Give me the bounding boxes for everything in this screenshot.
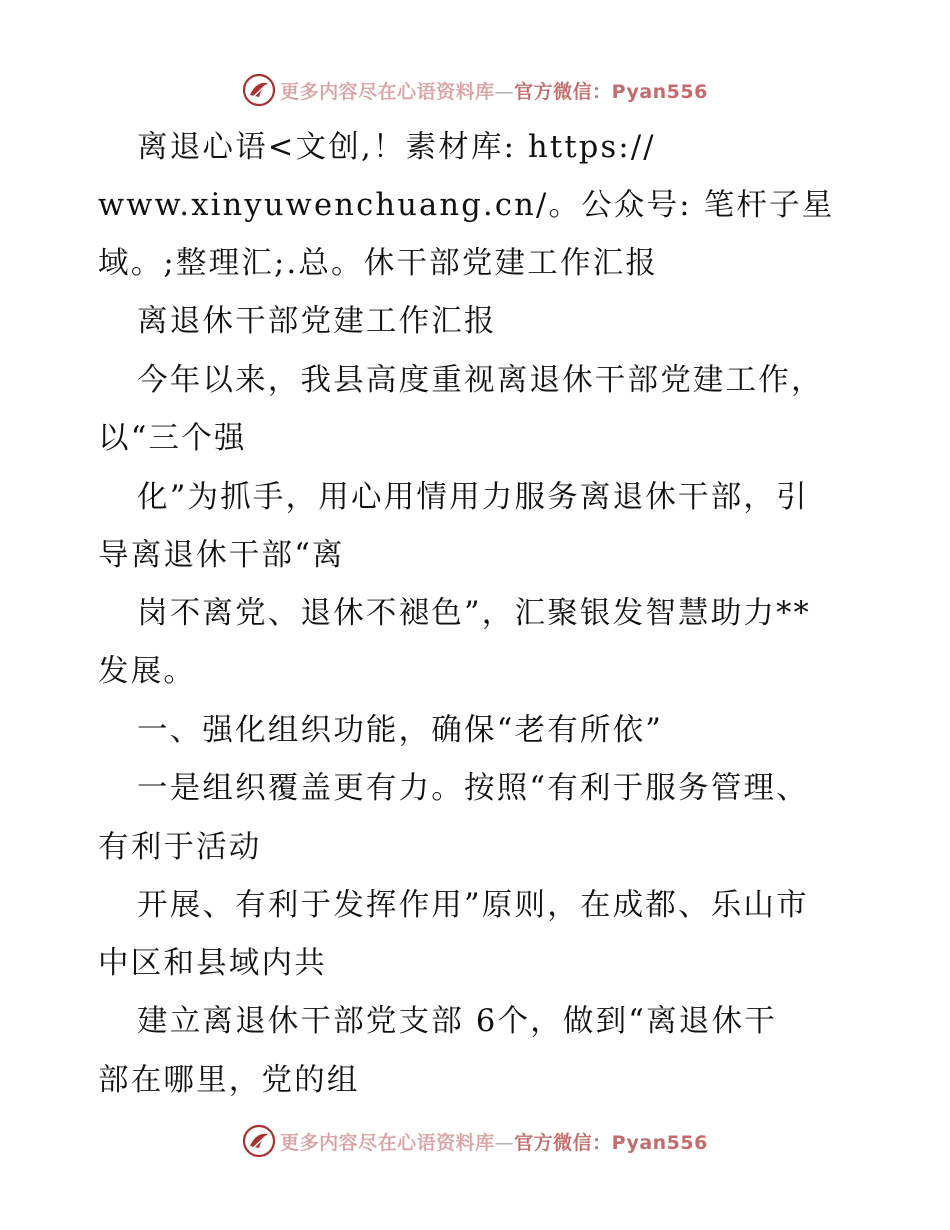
body-line: 化”为抓手，用心用情用力服务离退休干部，引 xyxy=(137,480,809,515)
body-line: 今年以来，我县高度重视离退休干部党建工作， xyxy=(137,363,824,398)
header-slogan: 更多内容尽在心语资料库 xyxy=(280,80,495,103)
body-line: 离退心语<文创,！素材库: https:// xyxy=(137,130,656,165)
body-line: 开展、有利于发挥作用”原则，在成都、乐山市 xyxy=(137,888,809,923)
body-line: www.xinyuwenchuang.cn/。公众号: 笔杆子星 xyxy=(98,188,835,223)
body-line: 发展。 xyxy=(98,654,197,689)
footer-text xyxy=(280,1128,708,1155)
footer-slogan: 更多内容尽在心语资料库 xyxy=(280,1131,495,1154)
body-line: 域。;整理汇;.总。休干部党建工作汇报 xyxy=(98,246,659,281)
body-line: 中区和县域内共 xyxy=(98,946,327,981)
body-line: 岗不离党、退休不褪色”，汇聚银发智慧助力** xyxy=(137,596,811,631)
footer-banner xyxy=(0,1121,950,1161)
body-line: 以“三个强 xyxy=(98,421,247,456)
body-line: 离退休干部党建工作汇报 xyxy=(137,304,497,339)
body-line: 有利于活动 xyxy=(98,830,262,865)
body-line: 部在哪里，党的组 xyxy=(98,1063,360,1098)
body-line: 导离退休干部“离 xyxy=(98,538,345,573)
header-dash: — xyxy=(494,80,515,103)
footer-wechat: 官方微信：Pyan556 xyxy=(514,1131,708,1154)
footer-dash: — xyxy=(494,1131,515,1154)
body-line: 建立离退休干部党支部 6个，做到“离退休干 xyxy=(137,1004,777,1039)
body-line: 一是组织覆盖更有力。按照“有利于服务管理、 xyxy=(137,771,809,806)
section-heading: 一、强化组织功能，确保“老有所依” xyxy=(137,713,664,748)
header-wechat: 官方微信：Pyan556 xyxy=(514,80,708,103)
logo-icon xyxy=(242,1124,276,1158)
